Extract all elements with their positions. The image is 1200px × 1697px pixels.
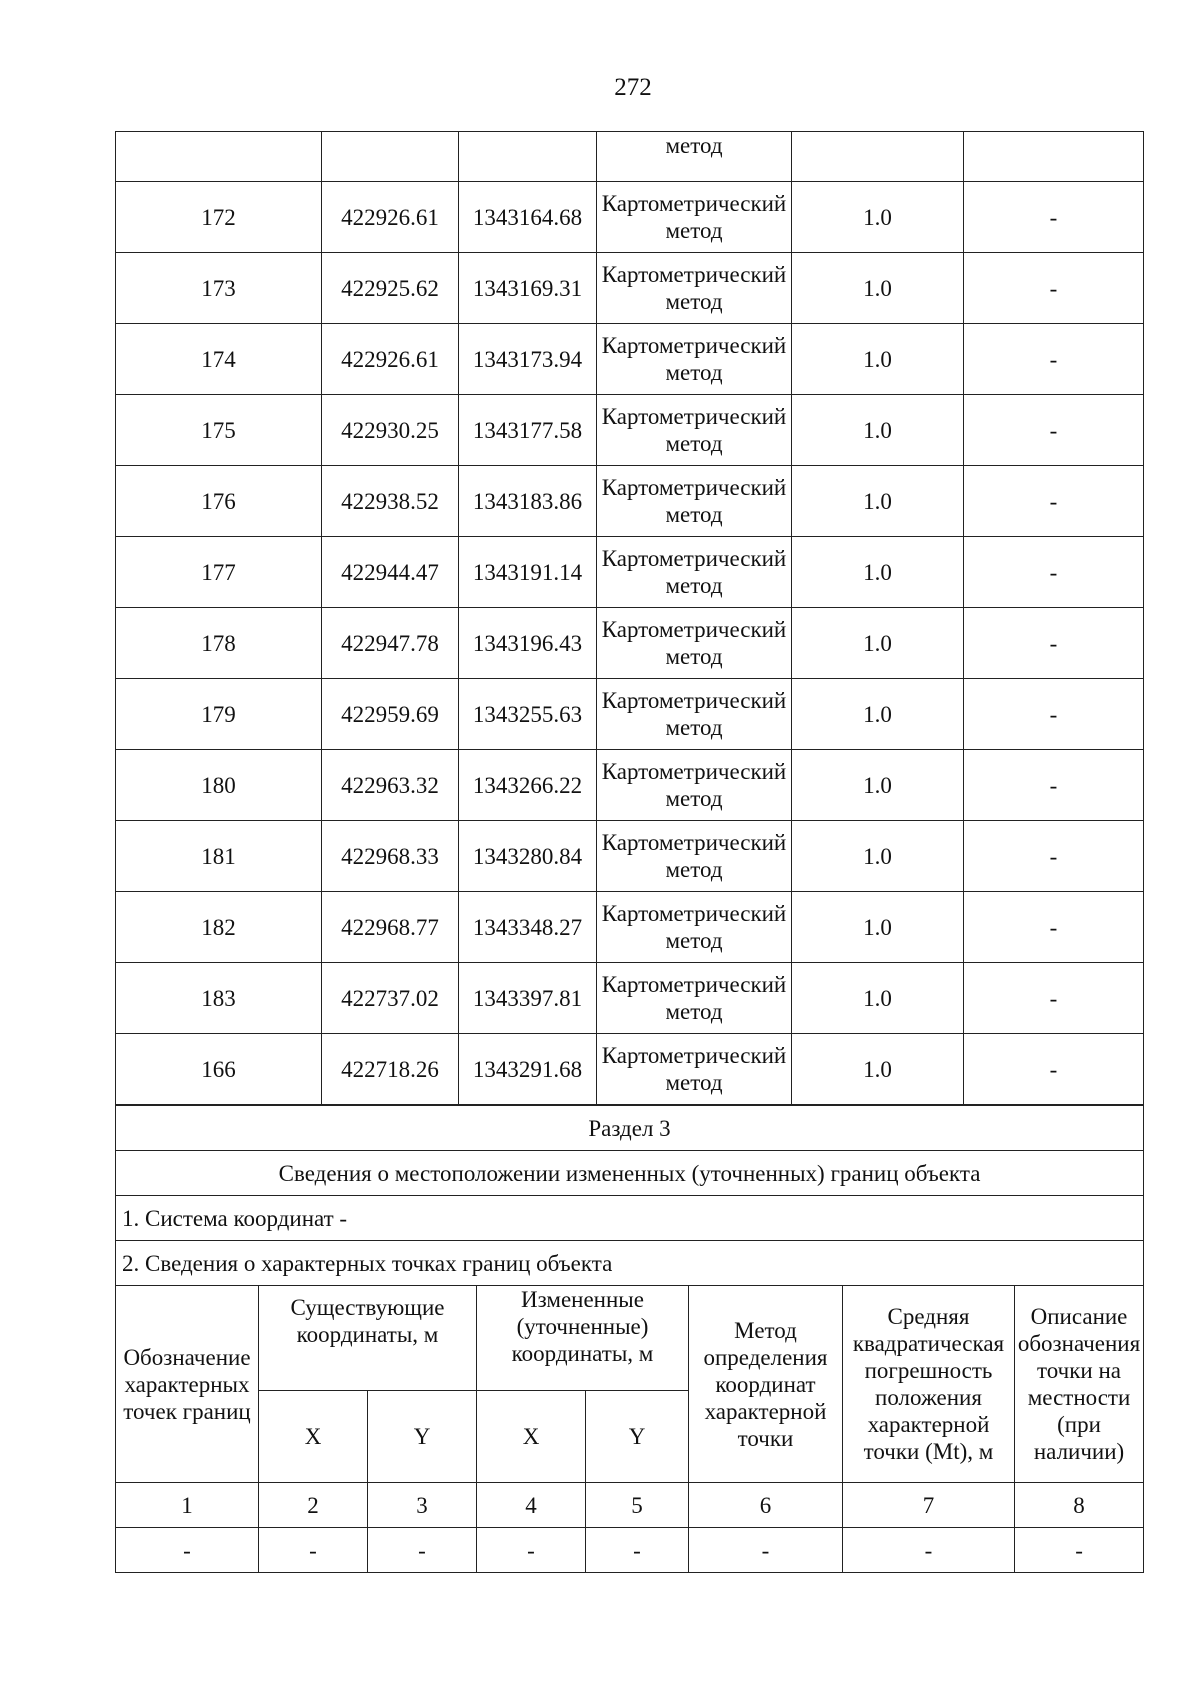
accuracy-cell: 1.0 bbox=[792, 608, 964, 679]
data-cell: - bbox=[259, 1528, 368, 1573]
description-cell: - bbox=[964, 182, 1144, 253]
header-changed-x: X bbox=[477, 1391, 586, 1483]
description-cell: - bbox=[964, 892, 1144, 963]
column-number: 5 bbox=[586, 1483, 689, 1528]
header-existing-y: Y bbox=[368, 1391, 477, 1483]
y-coordinate-cell: 1343173.94 bbox=[459, 324, 597, 395]
x-coordinate-cell: 422737.02 bbox=[322, 963, 459, 1034]
table-row-continuation bbox=[116, 132, 1144, 182]
x-coordinate-cell: 422930.25 bbox=[322, 395, 459, 466]
method-cell: Картометрический метод bbox=[597, 182, 792, 253]
x-coordinate-cell: 422947.78 bbox=[322, 608, 459, 679]
table-row bbox=[116, 608, 1144, 679]
y-coordinate-cell: 1343397.81 bbox=[459, 963, 597, 1034]
point-id-cell: 183 bbox=[116, 963, 322, 1034]
description-cell: - bbox=[964, 395, 1144, 466]
table-row bbox=[116, 466, 1144, 537]
method-cell: Картометрический метод bbox=[597, 466, 792, 537]
point-id-cell: 173 bbox=[116, 253, 322, 324]
accuracy-cell: 1.0 bbox=[792, 821, 964, 892]
method-cell: Картометрический метод bbox=[597, 679, 792, 750]
description-cell: - bbox=[964, 537, 1144, 608]
description-cell: - bbox=[964, 963, 1144, 1034]
column-number: 3 bbox=[368, 1483, 477, 1528]
point-id-cell: 181 bbox=[116, 821, 322, 892]
point-id-cell: 175 bbox=[116, 395, 322, 466]
header-designation: Обозначение характерных точек границ bbox=[116, 1286, 259, 1483]
header-method: Метод определения координат характерной точки bbox=[689, 1286, 843, 1483]
column-number: 2 bbox=[259, 1483, 368, 1528]
accuracy-cell: 1.0 bbox=[792, 963, 964, 1034]
table-row bbox=[116, 537, 1144, 608]
x-coordinate-cell: 422926.61 bbox=[322, 182, 459, 253]
data-cell: - bbox=[843, 1528, 1015, 1573]
accuracy-cell: 1.0 bbox=[792, 395, 964, 466]
point-id-cell: 179 bbox=[116, 679, 322, 750]
data-cell: - bbox=[116, 1528, 259, 1573]
point-id-cell: 172 bbox=[116, 182, 322, 253]
column-number: 1 bbox=[116, 1483, 259, 1528]
description-cell: - bbox=[964, 1034, 1144, 1105]
header-changed-coordinates: Измененные (уточненные) координаты, м bbox=[477, 1286, 689, 1391]
y-coordinate-cell: 1343164.68 bbox=[459, 182, 597, 253]
boundary-points-table bbox=[115, 131, 1144, 1105]
method-cell: Картометрический метод bbox=[597, 324, 792, 395]
table-row bbox=[116, 395, 1144, 466]
description-cell: - bbox=[964, 608, 1144, 679]
accuracy-cell: 1.0 bbox=[792, 679, 964, 750]
description-cell: - bbox=[964, 253, 1144, 324]
description-cell: - bbox=[964, 821, 1144, 892]
table-row bbox=[116, 821, 1144, 892]
column-number: 4 bbox=[477, 1483, 586, 1528]
empty-data-row bbox=[116, 1528, 1144, 1573]
section3-table bbox=[115, 1105, 1144, 1573]
y-coordinate-cell: 1343169.31 bbox=[459, 253, 597, 324]
accuracy-cell: 1.0 bbox=[792, 253, 964, 324]
accuracy-cell: 1.0 bbox=[792, 537, 964, 608]
data-cell: - bbox=[1015, 1528, 1144, 1573]
point-id-cell: 176 bbox=[116, 466, 322, 537]
x-coordinate-cell: 422944.47 bbox=[322, 537, 459, 608]
column-number: 8 bbox=[1015, 1483, 1144, 1528]
point-id-cell: 178 bbox=[116, 608, 322, 679]
x-coordinate-cell: 422718.26 bbox=[322, 1034, 459, 1105]
y-coordinate-cell: 1343266.22 bbox=[459, 750, 597, 821]
point-id-cell: 180 bbox=[116, 750, 322, 821]
header-description: Описание обозначения точки на местности (при наличии) bbox=[1015, 1286, 1144, 1483]
table-row bbox=[116, 1034, 1144, 1105]
point-id-cell: 166 bbox=[116, 1034, 322, 1105]
x-coordinate-cell: 422938.52 bbox=[322, 466, 459, 537]
x-coordinate-cell: 422963.32 bbox=[322, 750, 459, 821]
accuracy-cell: 1.0 bbox=[792, 324, 964, 395]
point-id-cell: 174 bbox=[116, 324, 322, 395]
data-cell: - bbox=[586, 1528, 689, 1573]
method-cell: Картометрический метод bbox=[597, 608, 792, 679]
table-row bbox=[116, 679, 1144, 750]
y-coordinate-cell: 1343191.14 bbox=[459, 537, 597, 608]
header-changed-y: Y bbox=[586, 1391, 689, 1483]
coordinate-system-line: 1. Система координат - bbox=[116, 1196, 1144, 1241]
description-cell: - bbox=[964, 324, 1144, 395]
data-cell: - bbox=[368, 1528, 477, 1573]
x-coordinate-cell: 422959.69 bbox=[322, 679, 459, 750]
method-cell: Картометрический метод bbox=[597, 892, 792, 963]
method-cell: Картометрический метод bbox=[597, 963, 792, 1034]
method-cell: метод bbox=[597, 132, 792, 182]
point-id-cell: 177 bbox=[116, 537, 322, 608]
description-cell: - bbox=[964, 679, 1144, 750]
method-cell: Картометрический метод bbox=[597, 537, 792, 608]
method-cell: Картометрический метод bbox=[597, 1034, 792, 1105]
table-row bbox=[116, 750, 1144, 821]
y-coordinate-cell: 1343183.86 bbox=[459, 466, 597, 537]
method-cell: Картометрический метод bbox=[597, 821, 792, 892]
x-coordinate-cell: 422926.61 bbox=[322, 324, 459, 395]
accuracy-cell: 1.0 bbox=[792, 750, 964, 821]
x-coordinate-cell: 422968.77 bbox=[322, 892, 459, 963]
section-subtitle: Сведения о местоположении измененных (уточненных) границ объекта bbox=[116, 1151, 1144, 1196]
accuracy-cell: 1.0 bbox=[792, 466, 964, 537]
description-cell: - bbox=[964, 750, 1144, 821]
y-coordinate-cell: 1343196.43 bbox=[459, 608, 597, 679]
method-cell: Картометрический метод bbox=[597, 253, 792, 324]
table-row bbox=[116, 892, 1144, 963]
points-info-line: 2. Сведения о характерных точках границ объекта bbox=[116, 1241, 1144, 1286]
data-cell: - bbox=[477, 1528, 586, 1573]
header-accuracy: Средняя квадратическая погрешность положения характерной точки (Mt), м bbox=[843, 1286, 1015, 1483]
column-number: 7 bbox=[843, 1483, 1015, 1528]
page-number: 272 bbox=[614, 74, 652, 101]
y-coordinate-cell: 1343177.58 bbox=[459, 395, 597, 466]
x-coordinate-cell: 422925.62 bbox=[322, 253, 459, 324]
point-id-cell: 182 bbox=[116, 892, 322, 963]
table-row bbox=[116, 182, 1144, 253]
x-coordinate-cell: 422968.33 bbox=[322, 821, 459, 892]
method-cell: Картометрический метод bbox=[597, 750, 792, 821]
method-cell: Картометрический метод bbox=[597, 395, 792, 466]
y-coordinate-cell: 1343280.84 bbox=[459, 821, 597, 892]
accuracy-cell: 1.0 bbox=[792, 1034, 964, 1105]
table-row bbox=[116, 324, 1144, 395]
description-cell: - bbox=[964, 466, 1144, 537]
data-cell: - bbox=[689, 1528, 843, 1573]
y-coordinate-cell: 1343291.68 bbox=[459, 1034, 597, 1105]
accuracy-cell: 1.0 bbox=[792, 182, 964, 253]
table-row bbox=[116, 253, 1144, 324]
accuracy-cell: 1.0 bbox=[792, 892, 964, 963]
y-coordinate-cell: 1343348.27 bbox=[459, 892, 597, 963]
header-existing-x: X bbox=[259, 1391, 368, 1483]
column-numbers-row bbox=[116, 1483, 1144, 1528]
y-coordinate-cell: 1343255.63 bbox=[459, 679, 597, 750]
header-existing-coordinates: Существующие координаты, м bbox=[259, 1286, 477, 1391]
column-number: 6 bbox=[689, 1483, 843, 1528]
table-row bbox=[116, 963, 1144, 1034]
section-title: Раздел 3 bbox=[116, 1106, 1144, 1151]
